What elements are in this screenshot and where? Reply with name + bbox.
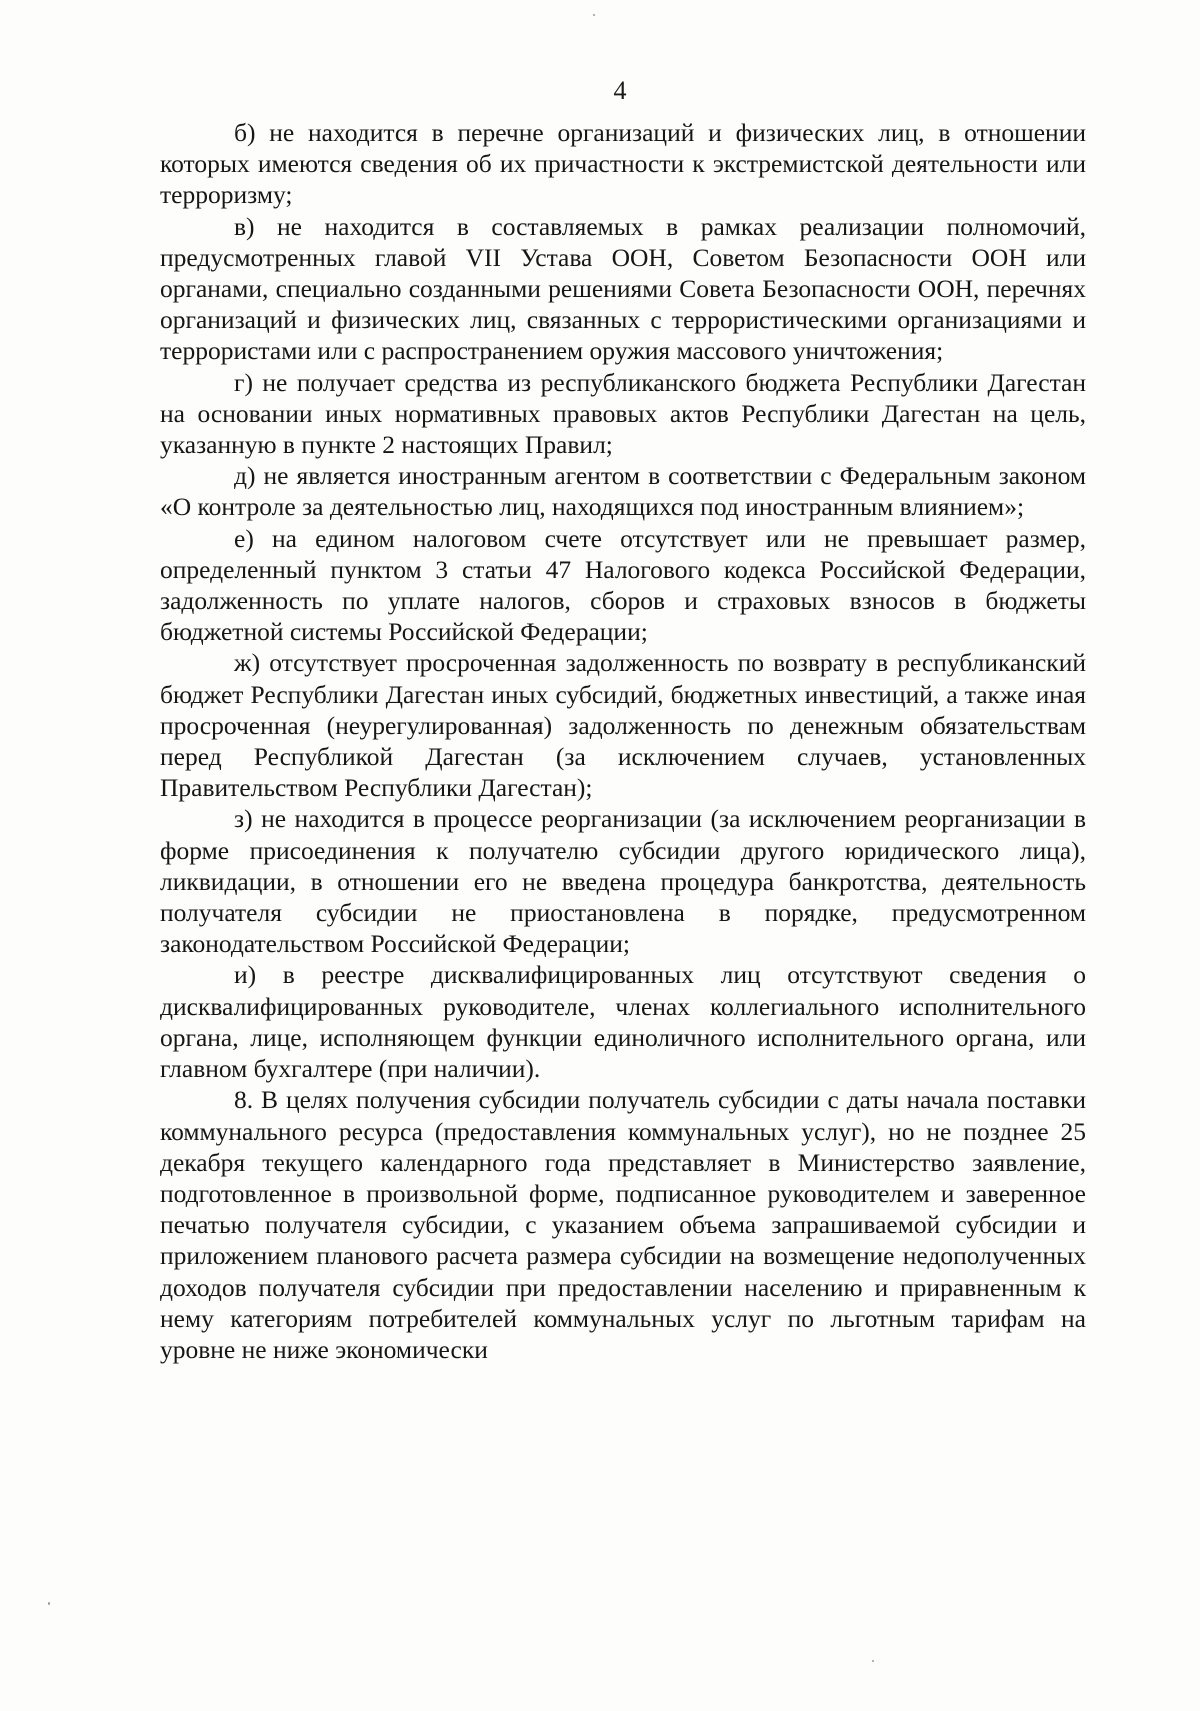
paragraph-item-8: 8. В целях получения субсидии получатель субсидии с даты начала поставки коммунального ресурса (предоставления коммунальных услуг), но не позднее 25 декабря текущего календарного года представляет в Министерство заявление, подготовленное в произвольной форме, подписанное руководителем и заверенное печатью получателя субсидии, с указанием объема запрашиваемой субсидии и приложением планового расчета размера субсидии на возмещение недополученных доходов получателя субсидии при предоставлении населению и приравненным к нему категориям потребителей коммунальных услуг по льготным тарифам на уровне не ниже экономически bbox=[160, 1085, 1086, 1364]
paragraph-zh: ж) отсутствует просроченная задолженность по возврату в республиканский бюджет Республики Дагестан иных субсидий, бюджетных инвестиций, а также иная просроченная (неурегулированная) задолженность по денежным обязательствам перед Республикой Дагестан (за исключением случаев, установленных Правительством Республики Дагестан); bbox=[160, 648, 1086, 803]
paragraph-d: д) не является иностранным агентом в соответствии с Федеральным законом «О контроле за деятельностью лиц, находящихся под иностранным влиянием»; bbox=[160, 461, 1086, 522]
paragraph-g: г) не получает средства из республиканского бюджета Республики Дагестан на основании иных нормативных правовых актов Республики Дагестан на цель, указанную в пункте 2 настоящих Правил; bbox=[160, 367, 1086, 460]
paragraph-b: б) не находится в перечне организаций и физических лиц, в отношении которых имеются сведения об их причастности к экстремистской деятельности или терроризму; bbox=[160, 118, 1086, 210]
scan-speck bbox=[593, 14, 595, 16]
paragraph-e: е) на едином налоговом счете отсутствует или не превышает размер, определенный пунктом 3 статьи 47 Налогового кодекса Российской Федерации, задолженность по уплате налогов, сборов и страховых взносов в бюджеты бюджетной системы Российской Федерации; bbox=[160, 523, 1086, 647]
paragraph-z: з) не находится в процессе реорганизации (за исключением реорганизации в форме присоединения к получателю субсидии другого юридического лица), ликвидации, в отношении его не введена процедура банкротства, деятельность получателя субсидии не приостановлена в порядке, предусмотренном законодательством Российской Федерации; bbox=[160, 804, 1086, 959]
scan-speck bbox=[872, 1660, 874, 1662]
page-number: 4 bbox=[613, 76, 627, 105]
scan-speck bbox=[48, 1602, 50, 1605]
paragraph-i: и) в реестре дисквалифицированных лиц отсутствуют сведения о дисквалифицированных руководителе, членах коллегиального исполнительного органа, лице, исполняющем функции единоличного исполнительного органа, или главном бухгалтере (при наличии). bbox=[160, 960, 1086, 1084]
paragraph-v: в) не находится в составляемых в рамках реализации полномочий, предусмотренных главой VII Устава ООН, Советом Безопасности ООН или органами, специально созданными решениями Совета Безопасности ООН, перечнях организаций и физических лиц, связанных с террористическими организациями и террористами или с распространением оружия массового уничтожения; bbox=[160, 211, 1086, 366]
document-body bbox=[160, 117, 1086, 1365]
